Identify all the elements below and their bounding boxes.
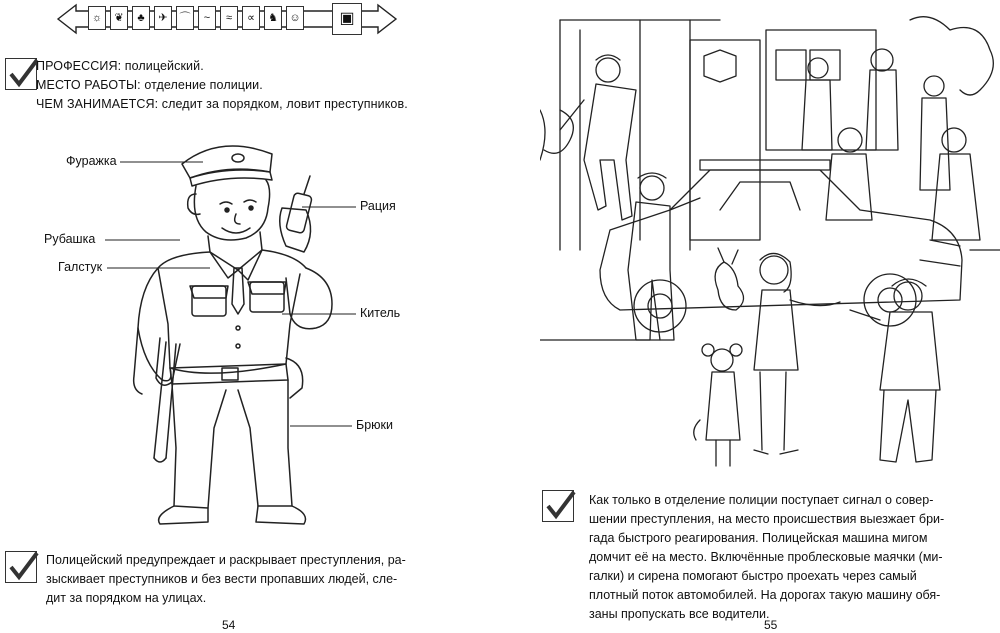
- right-paragraph: [589, 491, 987, 624]
- paragraph-line: галки) и сирена помогают быстро проехать через самый: [589, 569, 917, 583]
- paragraph-line: шении преступления, на место происшествия выезжает бри-: [589, 512, 945, 526]
- duties-label: ЧЕМ ЗАНИМАЕТСЯ:: [36, 97, 159, 111]
- tie-callout: Галстук: [58, 260, 103, 274]
- paragraph-line: домчит её на место. Включённые проблесковые маячки (ми-: [589, 550, 943, 564]
- face-icon: ☺: [286, 6, 304, 30]
- workplace-value: отделение полиции.: [144, 78, 263, 92]
- paragraph-line: Как только в отделение полиции поступает сигнал о совер-: [589, 493, 934, 507]
- page-number: 55: [764, 618, 778, 632]
- bird-icon: ⌒: [176, 6, 194, 30]
- checkmark-box-icon: [542, 490, 574, 522]
- duties-value: следит за порядком, ловит преступников.: [161, 97, 408, 111]
- left-paragraph: [46, 551, 444, 608]
- dinosaur-icon: ♞: [264, 6, 282, 30]
- tree-icon: ♣: [132, 6, 150, 30]
- bird-icon: ✈: [154, 6, 172, 30]
- shirt-callout: Рубашка: [44, 232, 96, 246]
- cap-callout: Фуражка: [66, 154, 117, 168]
- lizard-icon: ~: [198, 6, 216, 30]
- trousers-callout: Брюки: [356, 418, 393, 432]
- fish-icon: ≈: [220, 6, 238, 30]
- paragraph-line: гада быстрого реагирования. Полицейская машина мигом: [589, 531, 928, 545]
- paragraph-line: Полицейский предупреждает и раскрывает преступления, ра-: [46, 553, 406, 567]
- paragraph-line: зыскивает преступников и без вести пропавших людей, сле-: [46, 572, 398, 586]
- toolbox-icon: ▣: [332, 3, 362, 35]
- profession-value: полицейский.: [124, 59, 204, 73]
- police-station-scene-illustration: [540, 10, 1000, 482]
- sun-icon: ☼: [88, 6, 106, 30]
- jacket-callout: Китель: [360, 306, 401, 320]
- paragraph-line: заны пропускать все водители.: [589, 607, 770, 621]
- leaf-icon: ❦: [110, 6, 128, 30]
- checkmark-box-icon: [5, 551, 37, 583]
- radio-callout: Рация: [360, 199, 396, 213]
- profession-label: ПРОФЕССИЯ:: [36, 59, 122, 73]
- paragraph-line: дит за порядком на улицах.: [46, 591, 207, 605]
- page-number: 54: [222, 618, 236, 632]
- workplace-label: МЕСТО РАБОТЫ:: [36, 78, 141, 92]
- paragraph-line: плотный поток автомобилей. На дорогах такую машину обя-: [589, 588, 941, 602]
- right-page: [500, 0, 1000, 633]
- fish-icon: ∝: [242, 6, 260, 30]
